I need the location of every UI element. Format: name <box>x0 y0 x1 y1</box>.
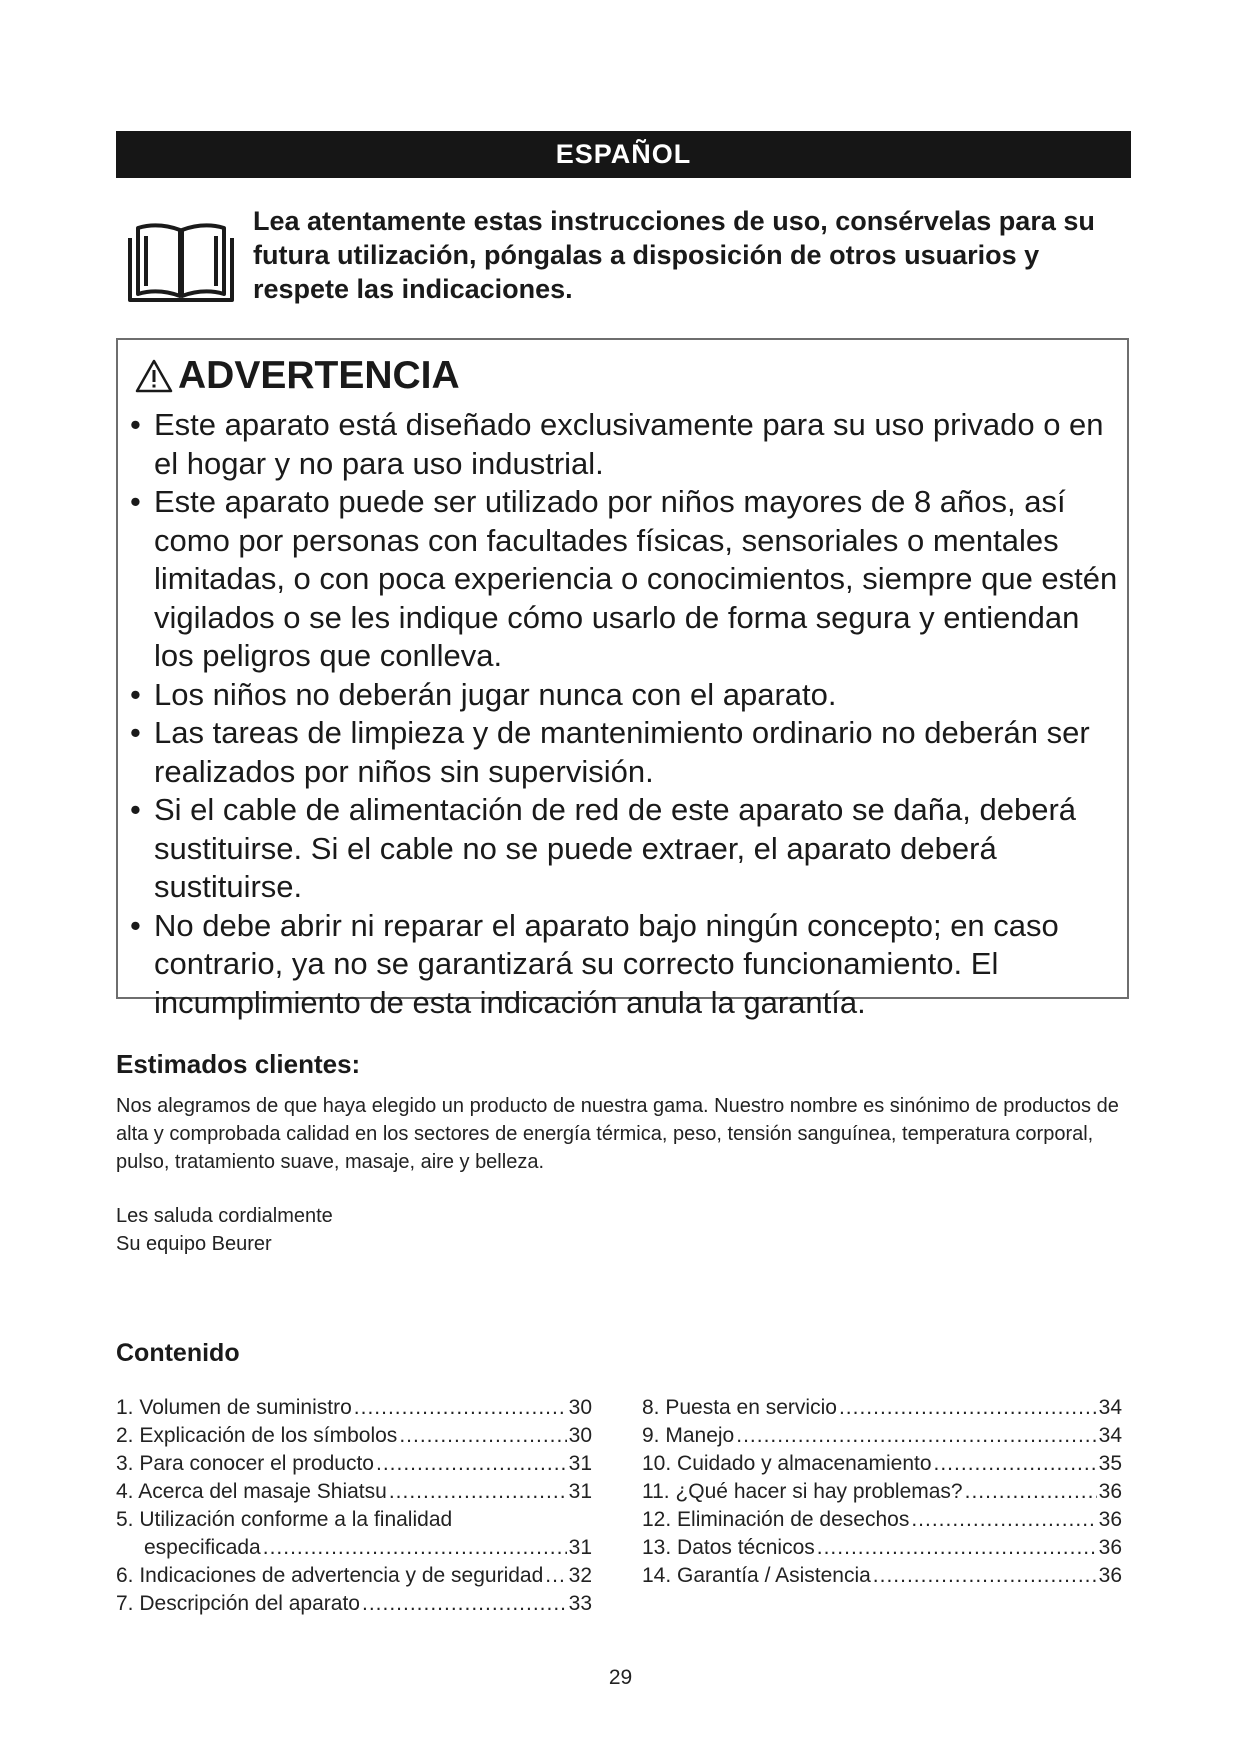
warning-item: • No debe abrir ni reparar el aparato bajo ningún concepto; en caso contrario, ya no se garantizará su correcto funcionamiento. El incumplimiento de esta indicación anula la garantía. <box>130 907 1120 1023</box>
warning-item: • Las tareas de limpieza y de mantenimiento ordinario no deberán ser realizados por niños sin supervisión. <box>130 714 1120 791</box>
toc-entry[interactable]: 6. Indicaciones de advertencia y de seguridad ..... 32 <box>116 1562 592 1590</box>
toc-entry[interactable]: 4. Acerca del masaje Shiatsu ..... 31 <box>116 1478 592 1506</box>
toc-entry[interactable]: 13. Datos técnicos ..... 36 <box>642 1534 1122 1562</box>
warning-item: • Si el cable de alimentación de red de este aparato se daña, deberá sustituirse. Si el cable no se puede extraer, el aparato deberá sustituirse. <box>130 791 1120 907</box>
toc-entry[interactable]: 10. Cuidado y almacenamiento ..... 35 <box>642 1450 1122 1478</box>
toc-right-column <box>642 1394 1122 1590</box>
warning-title-text: ADVERTENCIA <box>178 354 460 397</box>
toc-entry[interactable]: 5. Utilización conforme a la finalidad <box>116 1508 453 1531</box>
warning-box <box>116 338 1129 1020</box>
page-number: 29 <box>608 1666 633 1689</box>
toc-entry[interactable]: 12. Eliminación de desechos ..... 36 <box>642 1506 1122 1534</box>
customers-text: Nos alegramos de que haya elegido un producto de nuestra gama. Nuestro nombre es sinónimo de productos de alta y comprobada calidad en los sectores de energía térmica, peso, tensión sanguínea, temperatura corporal, pulso, tratamiento suave, masaje, aire y belleza. <box>116 1095 1119 1173</box>
warning-list <box>130 406 1120 1022</box>
toc-entry[interactable]: 8. Puesta en servicio ..... 34 <box>642 1394 1122 1422</box>
toc-entry[interactable]: especificada ..... 31 <box>116 1534 592 1562</box>
toc-entry[interactable]: 3. Para conocer el producto ..... 31 <box>116 1450 592 1478</box>
customers-heading: Estimados clientes: <box>116 1049 361 1079</box>
toc-left-column <box>116 1394 592 1618</box>
warning-item: • Los niños no deberán jugar nunca con el aparato. <box>130 676 1120 715</box>
warning-title <box>134 351 460 401</box>
signature-text: Su equipo Beurer <box>116 1233 272 1255</box>
greeting-text: Les saluda cordialmente <box>116 1205 333 1227</box>
warning-item: • Este aparato está diseñado exclusivamente para su uso privado o en el hogar y no para uso industrial. <box>130 406 1120 483</box>
toc-entry[interactable]: 9. Manejo ..... 34 <box>642 1422 1122 1450</box>
contents-heading: Contenido <box>116 1339 240 1367</box>
intro-instructions: Lea atentamente estas instrucciones de uso, consérvelas para su futura utilización, póngalas a disposición de otros usuarios y respete las indicaciones. <box>253 206 1095 304</box>
toc-entry[interactable]: 11. ¿Qué hacer si hay problemas? ..... 36 <box>642 1478 1122 1506</box>
toc-entry[interactable]: 1. Volumen de suministro ..... 30 <box>116 1394 592 1422</box>
warning-item: • Este aparato puede ser utilizado por niños mayores de 8 años, así como por personas con facultades físicas, sensoriales o mentales limitadas, o con poca experiencia o conocimientos, siempre que estén vigilados o se les indique cómo usarlo de forma segura y entiendan los peligros que conlleva. <box>130 483 1120 676</box>
toc-entry[interactable]: 7. Descripción del aparato ..... 33 <box>116 1590 592 1618</box>
warning-triangle-icon <box>134 358 174 394</box>
toc-entry[interactable]: 14. Garantía / Asistencia ..... 36 <box>642 1562 1122 1590</box>
toc-entry[interactable]: 2. Explicación de los símbolos ..... 30 <box>116 1422 592 1450</box>
open-book-icon <box>122 210 240 310</box>
language-header: ESPAÑOL <box>116 131 1131 178</box>
